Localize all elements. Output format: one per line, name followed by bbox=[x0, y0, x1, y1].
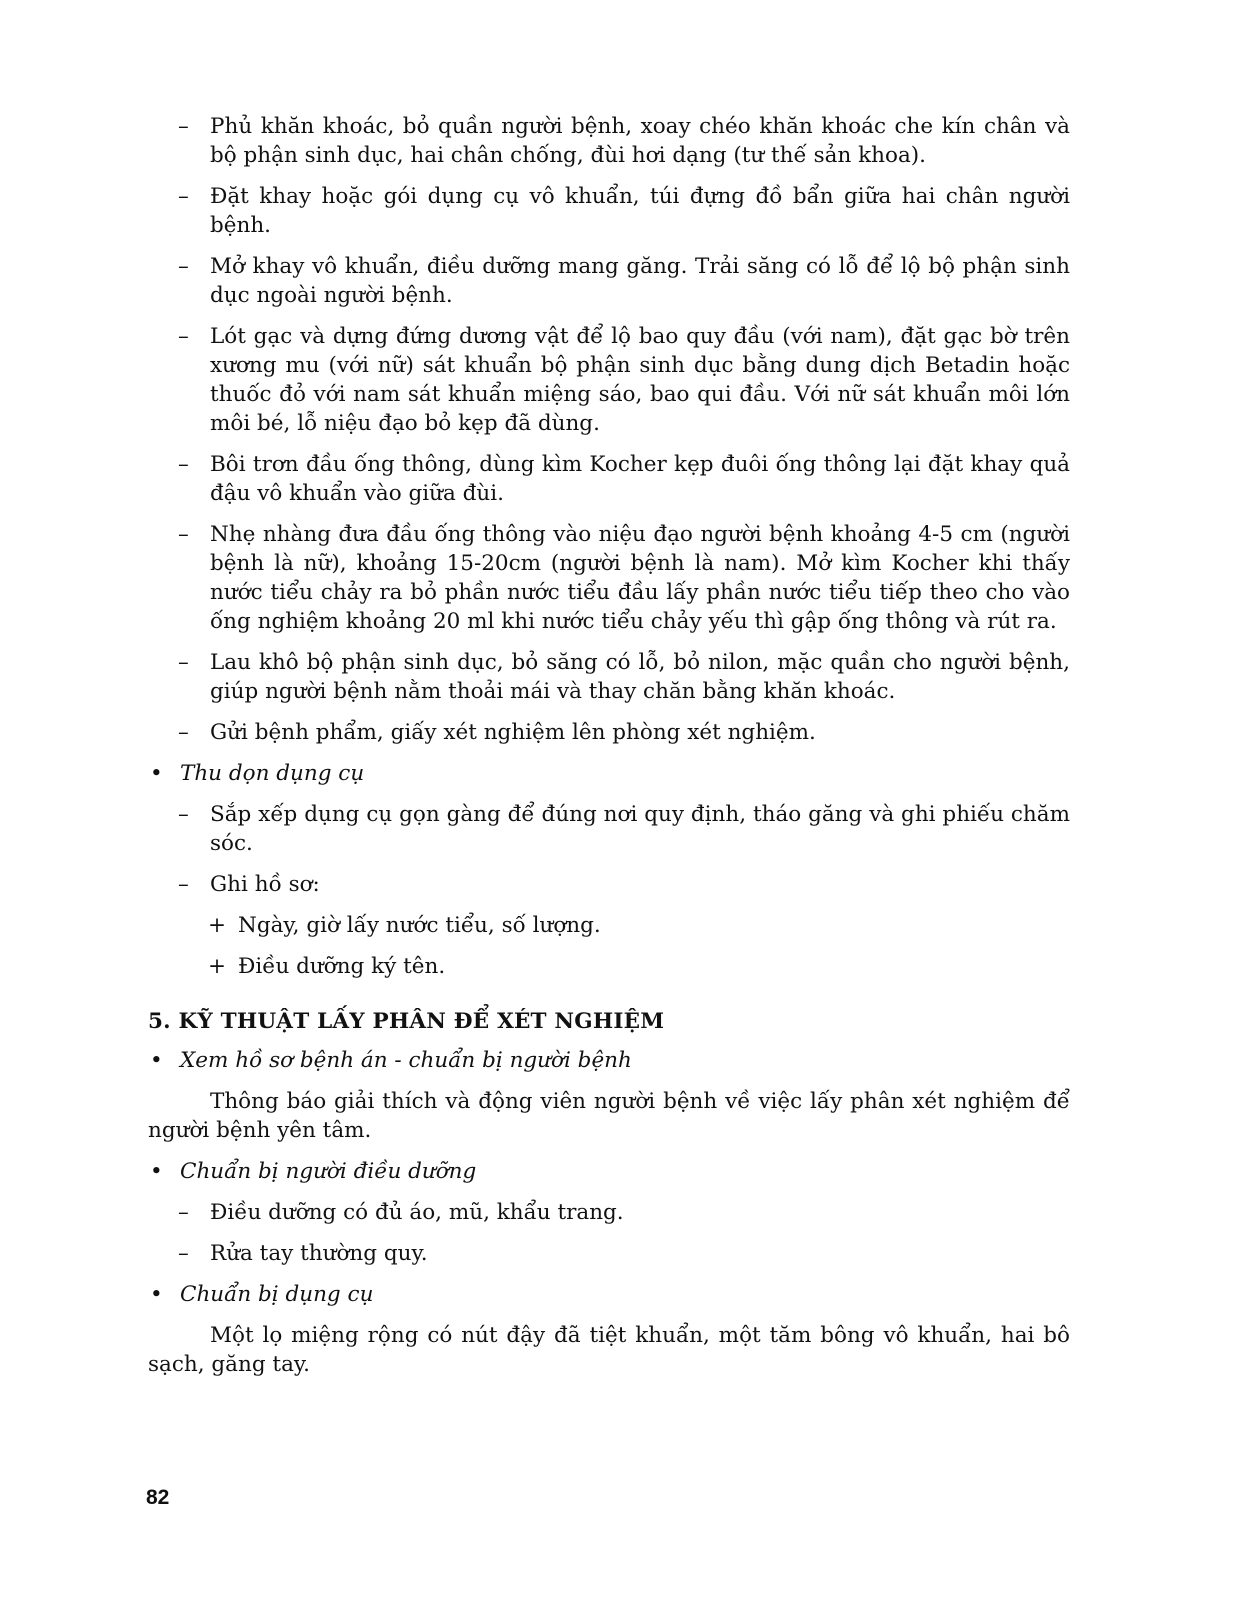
procedure-step bbox=[148, 322, 1070, 438]
procedure-step-text: Phủ khăn khoác, bỏ quần người bệnh, xoay chéo khăn khoác che kín chân và bộ phận sinh dục, hai chân chống, đùi hơi dạng (tư thế sản khoa). bbox=[210, 114, 1070, 168]
cleanup-title bbox=[148, 759, 1070, 788]
cleanup-step-text: Sắp xếp dụng cụ gọn gàng để đúng nơi quy định, tháo găng và ghi phiếu chăm sóc. bbox=[210, 802, 1070, 856]
procedure-step-text: Lót gạc và dựng đứng dương vật để lộ bao quy đầu (với nam), đặt gạc bờ trên xương mu (với nữ) sát khuẩn bộ phận sinh dục bằng dung dịch Betadin hoặc thuốc đỏ với nam sát khuẩn miệng sáo, bao qui đầu. Với nữ sát khuẩn môi lớn môi bé, lỗ niệu đạo bỏ kẹp đã dùng. bbox=[210, 324, 1070, 436]
record-item bbox=[148, 952, 1070, 981]
procedure-step bbox=[148, 520, 1070, 636]
cleanup-title-text: Thu dọn dụng cụ bbox=[180, 761, 365, 786]
plus-marker: + bbox=[208, 913, 227, 938]
dash-marker: – bbox=[178, 324, 189, 349]
dash-marker: – bbox=[178, 452, 189, 477]
section-heading: 5. KỸ THUẬT LẤY PHÂN ĐỂ XÉT NGHIỆM bbox=[148, 1009, 665, 1034]
nurse-title-text: Chuẩn bị người điều dưỡng bbox=[180, 1159, 477, 1184]
cleanup-step bbox=[148, 870, 1070, 899]
procedure-step bbox=[148, 182, 1070, 240]
dash-marker: – bbox=[178, 522, 189, 547]
procedure-step-text: Gửi bệnh phẩm, giấy xét nghiệm lên phòng xét nghiệm. bbox=[210, 720, 816, 745]
procedure-step bbox=[148, 718, 1070, 747]
dash-marker: – bbox=[178, 1241, 189, 1266]
procedure-step bbox=[148, 112, 1070, 170]
dash-marker: – bbox=[178, 1200, 189, 1225]
nurse-step bbox=[148, 1198, 1070, 1227]
cleanup-step-text: Ghi hồ sơ: bbox=[210, 872, 320, 897]
procedure-step bbox=[148, 648, 1070, 706]
bullet-marker: • bbox=[150, 1159, 163, 1184]
bullet-marker: • bbox=[150, 1282, 163, 1307]
record-item bbox=[148, 911, 1070, 940]
plus-marker: + bbox=[208, 954, 227, 979]
review-paragraph: Thông báo giải thích và động viên người bệnh về việc lấy phân xét nghiệm để người bệnh yên tâm. bbox=[148, 1089, 1070, 1143]
record-item-text: Điều dưỡng ký tên. bbox=[238, 954, 446, 979]
page-content bbox=[148, 112, 1070, 1391]
procedure-step bbox=[148, 252, 1070, 310]
procedure-step-text: Đặt khay hoặc gói dụng cụ vô khuẩn, túi đựng đồ bẩn giữa hai chân người bệnh. bbox=[210, 184, 1070, 238]
nurse-title bbox=[148, 1157, 1070, 1186]
procedure-step-text: Lau khô bộ phận sinh dục, bỏ săng có lỗ, bỏ nilon, mặc quần cho người bệnh, giúp người bệnh nằm thoải mái và thay chăn bằng khăn khoác. bbox=[210, 650, 1070, 704]
dash-marker: – bbox=[178, 872, 189, 897]
procedure-step bbox=[148, 450, 1070, 508]
page-number: 82 bbox=[146, 1486, 170, 1509]
dash-marker: – bbox=[178, 802, 189, 827]
record-item-text: Ngày, giờ lấy nước tiểu, số lượng. bbox=[238, 913, 601, 938]
procedure-step-text: Bôi trơn đầu ống thông, dùng kìm Kocher kẹp đuôi ống thông lại đặt khay quả đậu vô khuẩn vào giữa đùi. bbox=[210, 452, 1070, 506]
nurse-step-text: Rửa tay thường quy. bbox=[210, 1241, 428, 1266]
review-title-text: Xem hồ sơ bệnh án - chuẩn bị người bệnh bbox=[180, 1048, 632, 1073]
review-title bbox=[148, 1046, 1070, 1075]
nurse-step bbox=[148, 1239, 1070, 1268]
dash-marker: – bbox=[178, 650, 189, 675]
dash-marker: – bbox=[178, 254, 189, 279]
procedure-step-text: Mở khay vô khuẩn, điều dưỡng mang găng. Trải săng có lỗ để lộ bộ phận sinh dục ngoài người bệnh. bbox=[210, 254, 1070, 308]
tools-title-text: Chuẩn bị dụng cụ bbox=[180, 1282, 374, 1307]
bullet-marker: • bbox=[150, 1048, 163, 1073]
dash-marker: – bbox=[178, 184, 189, 209]
nurse-step-text: Điều dưỡng có đủ áo, mũ, khẩu trang. bbox=[210, 1200, 624, 1225]
tools-title bbox=[148, 1280, 1070, 1309]
dash-marker: – bbox=[178, 114, 189, 139]
bullet-marker: • bbox=[150, 761, 163, 786]
dash-marker: – bbox=[178, 720, 189, 745]
procedure-step-text: Nhẹ nhàng đưa đầu ống thông vào niệu đạo người bệnh khoảng 4-5 cm (người bệnh là nữ), khoảng 15-20cm (người bệnh là nam). Mở kìm Kocher khi thấy nước tiểu chảy ra bỏ phần nước tiểu đầu lấy phần nước tiểu tiếp theo cho vào ống nghiệm khoảng 20 ml khi nước tiểu chảy yếu thì gập ống thông và rút ra. bbox=[210, 522, 1070, 634]
tools-paragraph: Một lọ miệng rộng có nút đậy đã tiệt khuẩn, một tăm bông vô khuẩn, hai bô sạch, găng tay. bbox=[148, 1323, 1070, 1377]
cleanup-step bbox=[148, 800, 1070, 858]
